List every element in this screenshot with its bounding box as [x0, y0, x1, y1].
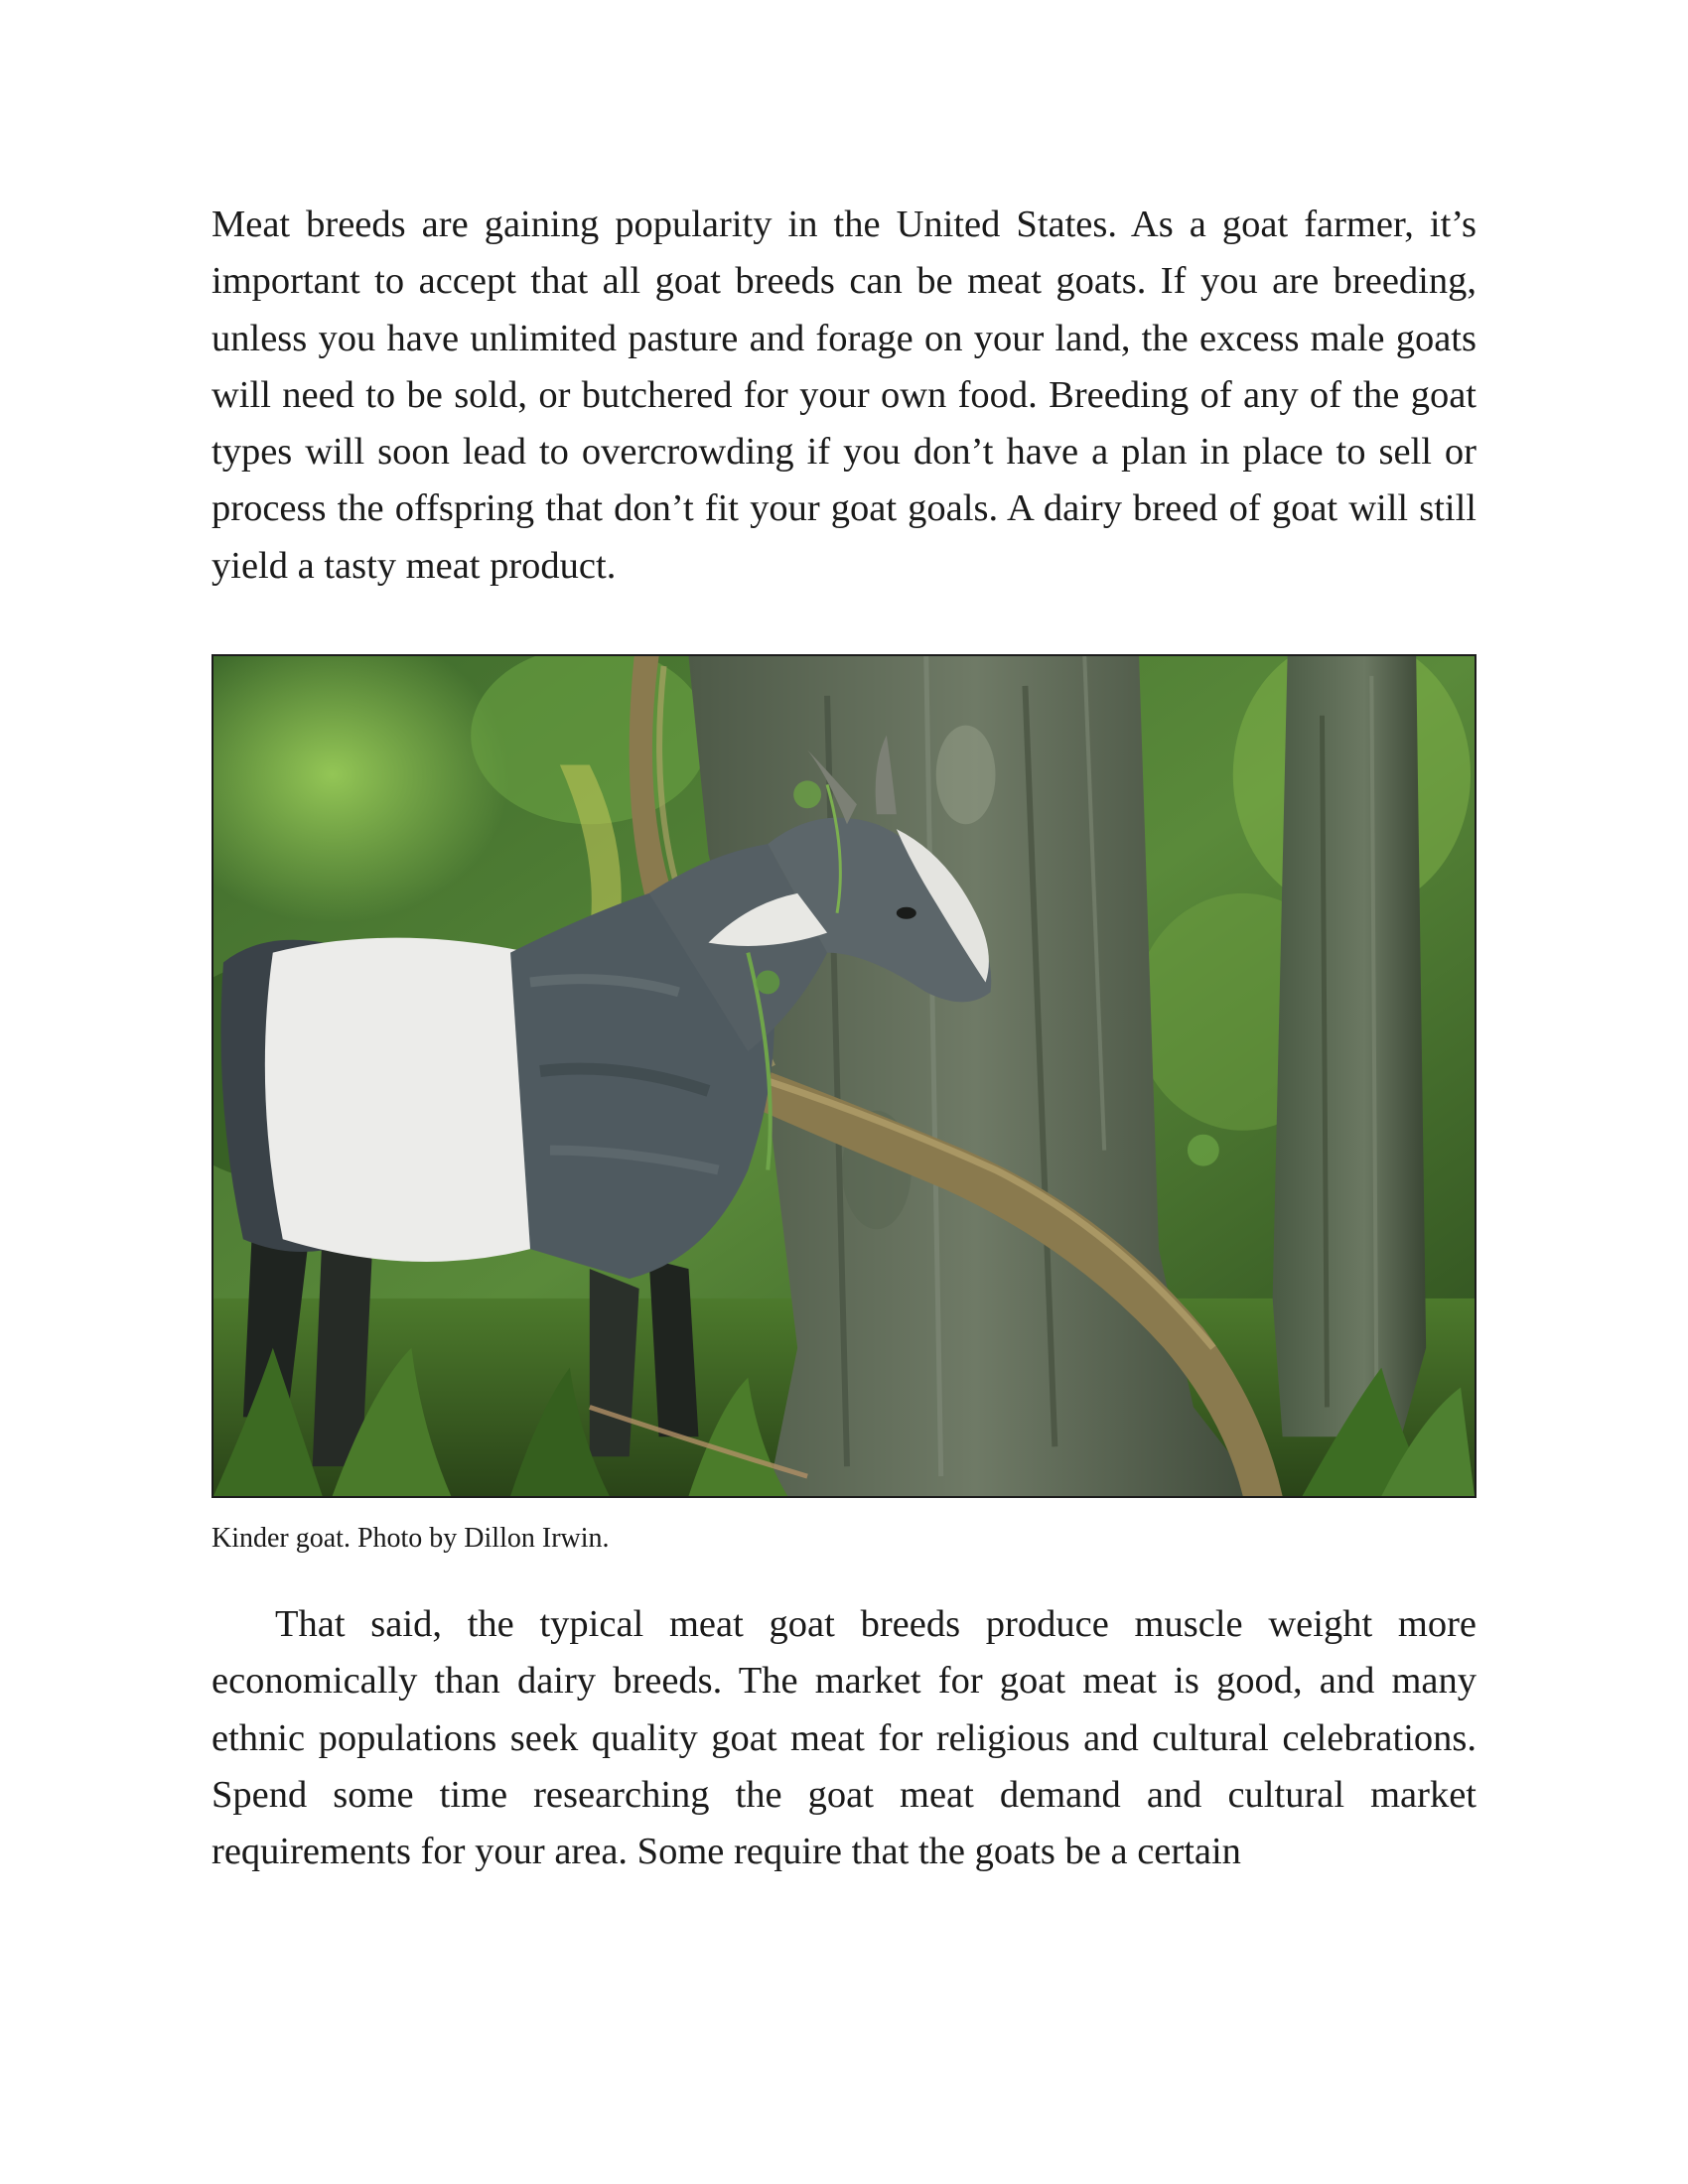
- document-page: [211, 197, 1477, 1881]
- figure-caption: Kinder goat. Photo by Dillon Irwin.: [211, 1523, 610, 1555]
- body-paragraph-1: Meat breeds are gaining popularity in the United States. As a goat farmer, it’s important to accept that all goat breeds can be meat goats. If you are breeding, unless you have unlimited pasture and forage on your land, the excess male goats will need to be sold, or butchered for your own food. Breeding of any of the goat types will soon lead to overcrowding if you don’t have a plan in place to sell or process the offspring that don’t fit your goat goals. A dairy breed of goat will still yield a tasty meat product.: [211, 204, 1477, 587]
- goat-photo: [211, 654, 1477, 1498]
- body-paragraph-2: That said, the typical meat goat breeds produce muscle weight more economically than dairy breeds. The market for goat meat is good, and many ethnic populations seek quality goat meat for religious and cultural celebrations. Spend some time researching the goat meat demand and cultural market requirements for your area. Some require that the goats be a certain: [211, 1603, 1477, 1873]
